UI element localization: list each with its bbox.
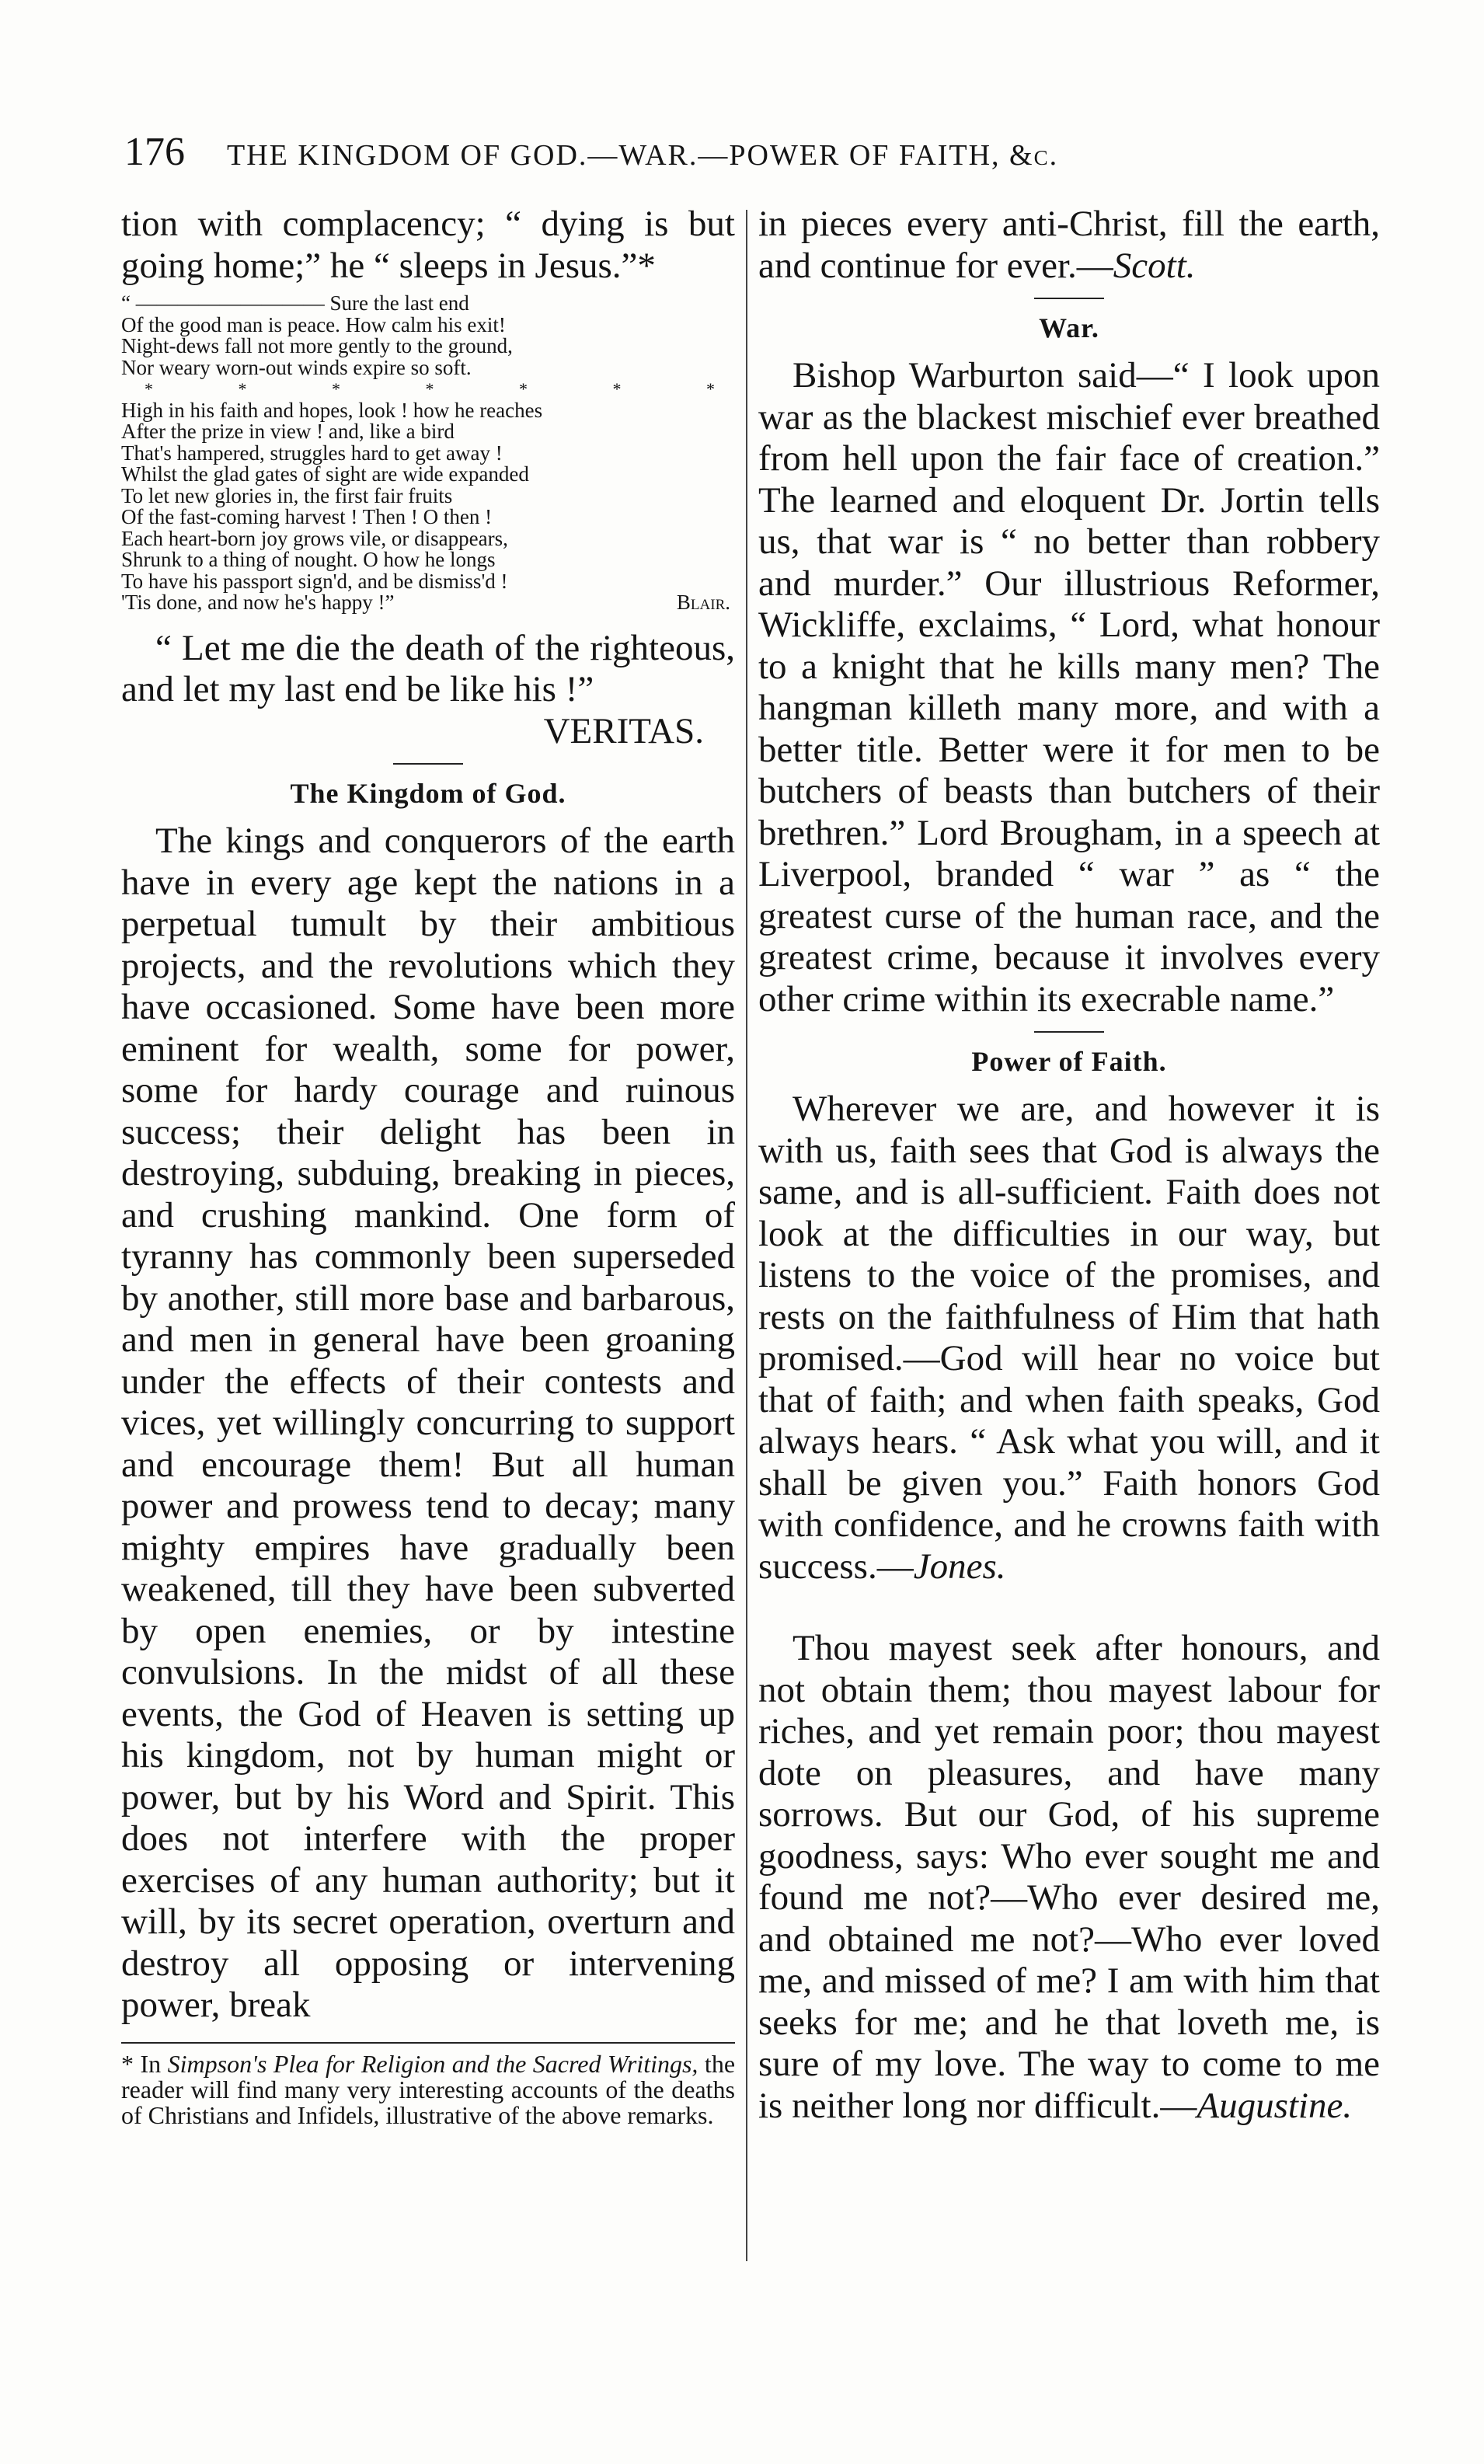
poem-author: Blair. xyxy=(676,591,730,614)
left-column xyxy=(121,204,755,2129)
poem-line: Of the fast-coming harvest ! Then ! O then ! xyxy=(121,505,493,528)
poem-line: Shrunk to a thing of nought. O how he longs xyxy=(121,548,496,571)
poem-line: To let new glories in, the first fair fruits xyxy=(121,483,453,507)
augustine-paragraph xyxy=(758,1628,1380,2127)
war-paragraph: Bishop Warburton said—“ I look upon war as the blackest mischief ever breathed from hell upon the fair face of creation.” The learned and eloquent Dr. Jortin tells us, that war is “ no better than robbery and murder.” Our illustrious Reformer, Wickliffe, exclaims, “ Lord, what honour to a knight that he kills many men? The hangman killeth many more, and with a better title. Better were it for men to be butchers of beasts than butchers of their brethren.” Lord Brougham, in a speech at Liverpool, branded “ war ” as “ the greatest curse of the human race, and the greatest crime, because it involves every other crime within its execrable name.” xyxy=(758,355,1380,1019)
poem-line: 'Tis done, and now he's happy !” xyxy=(121,591,395,614)
opening-paragraph: tion with complacency; “ dying is but going home;” he “ sleeps in Jesus.”* xyxy=(121,204,735,286)
section-rule xyxy=(1034,298,1104,299)
running-title: THE KINGDOM OF GOD.—WAR.—POWER OF FAITH, &c. xyxy=(227,139,1059,172)
continuation-paragraph xyxy=(758,204,1380,287)
footnote-rule xyxy=(121,2042,735,2044)
footnote-mark: * In xyxy=(121,2049,168,2078)
poem-line: That's hampered, struggles hard to get away ! xyxy=(121,441,503,465)
footnote-title: Simpson's Plea for Religion and the Sacred Writings, xyxy=(167,2049,698,2078)
section-rule xyxy=(393,763,463,765)
augustine-author: Augustine. xyxy=(1197,2085,1353,2126)
signature: VERITAS. xyxy=(543,710,704,751)
poem-line: After the prize in view ! and, like a bird xyxy=(121,420,455,443)
augustine-text: Thou mayest seek after honours, and not obtain them; thou mayest labour for riches, and yet remain poor; thou mayest dote on pleasures, and have many sorrows. But our God, of his supreme goodness, says: Who ever sought me and found me not?—Who ever desired me, and obtained me not?—Who ever loved me, and missed of me? I am with him that seeks for me; and he that loveth me, is sure of my love. The way to come to me is neither long nor difficult.— xyxy=(758,1628,1380,2126)
poem-line: Each heart-born joy grows vile, or disappears, xyxy=(121,526,508,550)
footnote xyxy=(121,2051,735,2128)
poem-line: “ ————————— Sure the last end xyxy=(121,291,469,315)
war-heading: War. xyxy=(1039,312,1099,343)
faith-author: Jones. xyxy=(913,1546,1006,1587)
poem-line: To have his passport sign'd, and be dismiss'd ! xyxy=(121,569,508,593)
section-rule xyxy=(1034,1031,1104,1033)
column-divider xyxy=(746,210,747,2261)
page-number: 176 xyxy=(124,130,185,174)
kingdom-paragraph: The kings and conquerors of the earth have in every age kept the nations in a perpetual tumult by their ambitious projects, and the revolutions which they have occasioned. Some have been more eminent for wealth, some for power, some for hardy courage and ruinous success; their delight has been in destroying, subduing, breaking in pieces, and crushing mankind. One form of tyranny has commonly been superseded by another, still more base and barbarous, and men in general have been groaning under the effects of their contests and vices, yet willingly concurring to support and encourage them! But all human power and prowess tend to decay; many mighty empires have gradually been weakened, till they have been subverted by open enemies, or by intestine convulsions. In the midst of all these events, the God of Heaven is setting up his kingdom, not by human might or power, but by his Word and Spirit. This does not interfere with the proper exercises of any human authority; but it will, by its secret operation, overturn and destroy all opposing or intervening power, break xyxy=(121,821,735,2025)
continuation-author: Scott. xyxy=(1113,245,1196,286)
right-column xyxy=(758,204,1380,2127)
poem-line: Whilst the glad gates of sight are wide expanded xyxy=(121,462,529,486)
poem-blair xyxy=(121,291,755,614)
faith-paragraph xyxy=(758,1089,1380,1587)
poem-line: Of the good man is peace. How calm his exit! xyxy=(121,312,506,336)
footnote-text: the reader will find many very interesting accounts of the deaths of Christians and Infidels, illustrative of the above remarks. xyxy=(121,2049,736,2129)
continuation-text: in pieces every anti-Christ, fill the earth, and continue for ever.— xyxy=(758,204,1380,286)
kingdom-heading: The Kingdom of God. xyxy=(290,778,566,809)
signature-line xyxy=(121,711,735,753)
poem-line: Nor weary worn-out winds expire so soft. xyxy=(121,355,472,379)
poem-line: High in his faith and hopes, look ! how he reaches xyxy=(121,398,543,422)
quote-paragraph: “ Let me die the death of the righteous, and let my last end be like his !” xyxy=(121,627,735,709)
faith-text: Wherever we are, and however it is with us, faith sees that God is always the same, and is all-sufficient. Faith does not look at the difficulties in our way, but listens to the voice of the promises, and rests on the faithfulness of Him that hath promised.—God will hear no voice but that of faith; and when faith speaks, God always hears. “ Ask what you will, and it shall be given you.” Faith honors God with confidence, and he crowns faith with success.— xyxy=(758,1089,1380,1587)
poem-line: Night-dews fall not more gently to the ground, xyxy=(121,334,513,357)
poem-line-last xyxy=(121,592,735,614)
running-header xyxy=(124,129,1383,199)
faith-heading: Power of Faith. xyxy=(971,1046,1167,1077)
poem-stars: * * * * * * * xyxy=(145,379,755,399)
